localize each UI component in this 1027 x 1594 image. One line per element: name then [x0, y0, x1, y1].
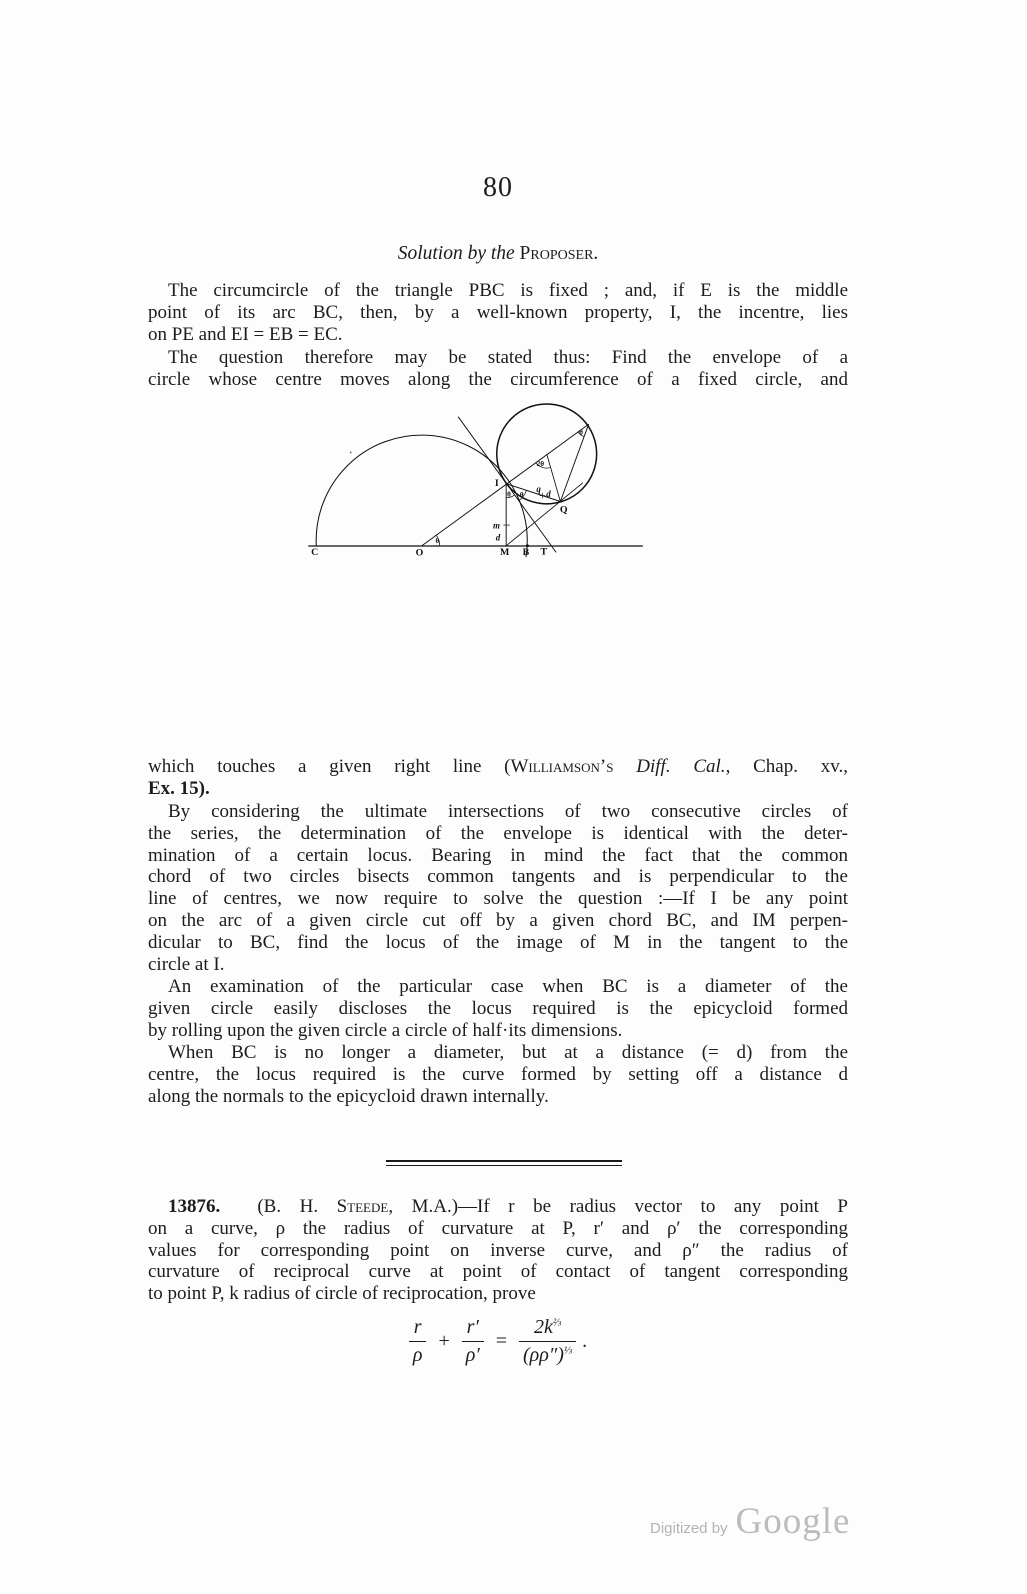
para3-line2: Ex. 15). [148, 777, 210, 799]
google-logo: Google [735, 1501, 851, 1542]
tangent-at-i [458, 417, 556, 553]
para4-line7: dicular to BC, find the locus of the image of M in the tangent to the [148, 931, 848, 953]
theta-label-at-o: θ [435, 536, 440, 545]
frac1-numerator: r [413, 1316, 422, 1338]
ink-speck [350, 452, 352, 454]
page-number: 80 [483, 172, 513, 203]
para6-line2: centre, the locus required is the curve formed by setting off a distance d [148, 1063, 848, 1085]
heading-italic: Solution by the [397, 243, 515, 264]
fraction-rhs [519, 1316, 576, 1367]
para6-line3: along the normals to the epicycloid drawn internally. [148, 1085, 549, 1107]
diagonal-o-i-p [422, 424, 589, 546]
problem-author-name: Steede [336, 1196, 389, 1217]
frac3-num-exponent: ⅔ [552, 1316, 562, 1329]
problem-number: 13876. [168, 1196, 221, 1217]
figure-label-i: I [494, 477, 499, 489]
equals-sign: = [495, 1330, 508, 1352]
heading-smallcaps: Proposer. [514, 243, 599, 264]
frac3-denominator [519, 1341, 576, 1367]
figure-label-c: C [311, 547, 319, 559]
section-divider-rule [386, 1160, 622, 1166]
frac2-denominator: ρ′ [462, 1341, 484, 1367]
watermark-prefix: Digitized by [650, 1520, 728, 1537]
para4-line4: chord of two circles bisects common tangents and is perpendicular to the [148, 866, 848, 888]
para3-post: , Chap. xv., [725, 756, 848, 777]
para2-line2: circle whose centre moves along the circumference of a fixed circle, and [148, 368, 848, 390]
problem-attrib-pre: (B. H. [220, 1196, 337, 1217]
geometry-figure [150, 395, 868, 747]
problem-13876 [148, 1196, 848, 1305]
frac2-numerator: r′ [466, 1316, 479, 1338]
frac3-den-base: (ρρ″) [523, 1344, 564, 1366]
two-theta-label: 2θ [536, 460, 545, 469]
fraction-r-over-rho [409, 1316, 427, 1367]
para4-line3: mination of a certain locus. Bearing in mind the fact that the common [148, 844, 848, 866]
figure-label-d-on-iq: d [546, 488, 551, 499]
frac3-num-base: 2k [534, 1316, 553, 1338]
problem-line1 [148, 1196, 848, 1218]
problem-line2: on a curve, ρ the radius of curvature at P, r′ and ρ′ the corresponding [148, 1217, 848, 1239]
problem-line4: curvature of reciprocal curve at point of contact of tangent corresponding [148, 1261, 848, 1283]
para6-line1: When BC is no longer a diameter, but at a distance (= d) from the [168, 1042, 848, 1063]
para3-pre: which touches a given right line ( [148, 756, 511, 777]
figure-label-d-on-im: d [495, 532, 501, 543]
formula-period: . [582, 1330, 588, 1352]
figure-label-q-small: q [536, 484, 541, 495]
figure-label-q-cap: Q [559, 504, 568, 516]
paragraph-5 [148, 976, 848, 1041]
figure-label-m: M [500, 547, 510, 559]
para1-line1: The circumcircle of the triangle PBC is fixed ; and, if E is the middle [168, 280, 848, 301]
para3-line1 [148, 756, 848, 778]
para5-line2: given circle easily discloses the locus required is the epicycloid formed [148, 997, 848, 1019]
theta-label-at-i-1: θ [507, 490, 511, 499]
theta-label-at-farpoint: θ [579, 428, 583, 437]
para3-book-title: Diff. Cal. [613, 756, 726, 777]
para4-line1: By considering the ultimate intersections of two consecutive circles of [168, 801, 848, 822]
figure-label-b: B [522, 547, 530, 559]
para1-line2: point of its arc BC, then, by a well-known property, I, the incentre, lies [148, 301, 848, 323]
problem-line3: values for corresponding point on inverse curve, and ρ″ the radius of [148, 1239, 848, 1261]
fraction-rprime-over-rhoprime [462, 1316, 484, 1367]
frac1-denominator: ρ [409, 1341, 427, 1367]
figure-label-o: O [415, 547, 424, 559]
para4-line2: the series, the determination of the envelope is identical with the deter- [148, 822, 848, 844]
problem-line1-rest: , M.A.)—If r be radius vector to any point P [388, 1196, 848, 1217]
paragraph-2 [148, 347, 848, 391]
digitized-watermark [650, 1500, 880, 1543]
displayed-formula [148, 1316, 848, 1367]
para4-line8: circle at I. [148, 953, 225, 975]
figure-label-m-small: m [492, 520, 500, 531]
paragraph-4 [148, 801, 848, 975]
paragraph-6 [148, 1042, 848, 1107]
para1-line3: on PE and EI = EB = EC. [148, 323, 343, 345]
solution-heading [148, 243, 848, 265]
frac3-numerator [530, 1316, 565, 1341]
plus-operator: + [438, 1330, 450, 1352]
para4-line6: on the arc of a given circle cut off by a given chord BC, and IM perpen- [148, 909, 848, 931]
paragraph-3 [148, 756, 848, 800]
para2-line1: The question therefore may be stated thus: Find the envelope of a [168, 347, 848, 368]
figure-label-t: T [540, 546, 548, 558]
paragraph-1 [148, 280, 848, 345]
theta-label-at-i-2: θ [519, 491, 524, 500]
problem-line5: to point P, k radius of circle of reciprocation, prove [148, 1283, 536, 1305]
para4-line5: line of centres, we now require to solve the question :—If I be any point [148, 888, 848, 910]
frac3-den-exponent: ⅓ [563, 1344, 573, 1357]
para5-line3: by rolling upon the given circle a circle of half·its dimensions. [148, 1019, 623, 1041]
para3-author-name: Williamson’s [510, 756, 614, 777]
para5-line1: An examination of the particular case when BC is a diameter of the [168, 976, 848, 997]
